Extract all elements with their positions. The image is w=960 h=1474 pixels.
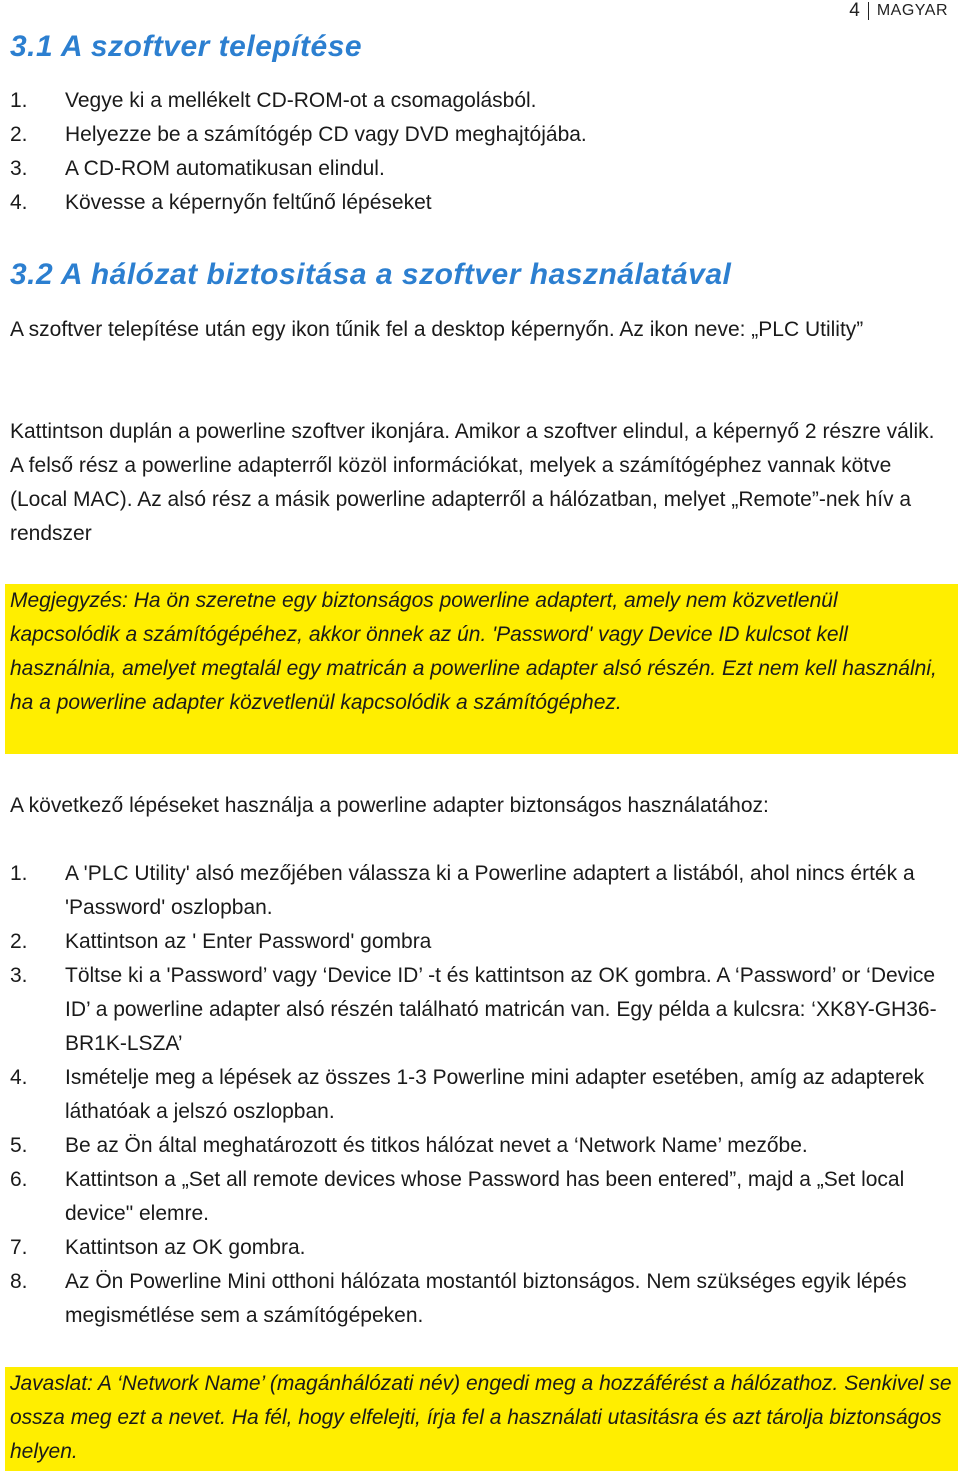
list-item: 2. Kattintson az ' Enter Password' gombra	[10, 930, 432, 953]
steps-intro: A következő lépéseket használja a powerline adapter biztonságos használatához:	[10, 794, 769, 817]
intro-paragraph: A szoftver telepítése után egy ikon tűnik fel a desktop képernyőn. Az ikon neve: „PLC Utility”	[10, 318, 864, 341]
list-item: 2. Helyezze be a számítógép CD vagy DVD meghajtójába.	[10, 123, 587, 146]
install-steps-list	[10, 84, 587, 220]
list-item: 3. A CD-ROM automatikusan elindul.	[10, 157, 385, 180]
section-title-network: 3.2 A hálózat biztositása a szoftver használatával	[10, 258, 732, 291]
list-item: 1. A 'PLC Utility' alsó mezőjében válassza ki a Powerline adaptert a listából, ahol nincs érték a 'Password' oszlopban.	[10, 862, 915, 919]
description-paragraph: Kattintson duplán a powerline szoftver ikonjára. Amikor a szoftver elindul, a képernyő 2 részre válik. A felső rész a powerline adapterről közöl információkat, melyek a számítógéphez vannak kötve (Local MAC). Az alsó rész a másik powerline adapterről a hálózatban, melyet „Remote”-nek hív a rendszer	[10, 420, 935, 545]
page-header	[849, 0, 948, 22]
list-item: 6. Kattintson a „Set all remote devices whose Password has been entered”, majd a „Set local device" elemre.	[10, 1168, 905, 1225]
list-item: 3. Töltse ki a 'Password’ vagy ‘Device ID’ -t és kattintson az OK gombra. A ‘Password’ or ‘Device ID’ a powerline adapter alsó részén található matricán van. Egy példa a kulcsra: ‘XK8Y-GH36-BR1K-LSZA’	[10, 964, 937, 1055]
language-label: MAGYAR	[868, 2, 948, 20]
security-steps-list	[10, 857, 950, 1333]
list-item: 5. Be az Ön által meghatározott és titkos hálózat nevet a ‘Network Name’ mezőbe.	[10, 1134, 808, 1157]
list-item: 4. Ismételje meg a lépések az összes 1-3 Powerline mini adapter esetében, amíg az adapterek láthatóak a jelszó oszlopban.	[10, 1066, 925, 1123]
list-item: 7. Kattintson az OK gombra.	[10, 1236, 306, 1259]
section-title-install: 3.1 A szoftver telepítése	[10, 30, 363, 63]
tip-text: Javaslat: A ‘Network Name’ (magánhálózati név) engedi meg a hozzáférést a hálózathoz. Senkivel se ossza meg ezt a nevet. Ha fél, hogy elfelejti, írja fel a használati utasitásra és azt tárolja biztonságos helyen.	[10, 1372, 952, 1463]
page-number: 4	[849, 0, 860, 21]
tip-box	[5, 1367, 958, 1471]
note-text: Megjegyzés: Ha ön szeretne egy biztonságos powerline adaptert, amely nem közvetlenül kapcsolódik a számítógépéhez, akkor önnek az ún. 'Password' vagy Device ID kulcsot kell használnia, amelyet megtalál egy matricán a powerline adapter alsó részén. Ezt nem kell használni, ha a powerline adapter közvetlenül kapcsolódik a számítógéphez.	[10, 589, 937, 714]
note-box	[5, 584, 958, 754]
list-item: 4. Kövesse a képernyőn feltűnő lépéseket	[10, 191, 432, 214]
list-item: 1. Vegye ki a mellékelt CD-ROM-ot a csomagolásból.	[10, 89, 537, 112]
list-item: 8. Az Ön Powerline Mini otthoni hálózata mostantól biztonságos. Nem szükséges egyik lépés megismétlése sem a számítógépeken.	[10, 1270, 907, 1327]
